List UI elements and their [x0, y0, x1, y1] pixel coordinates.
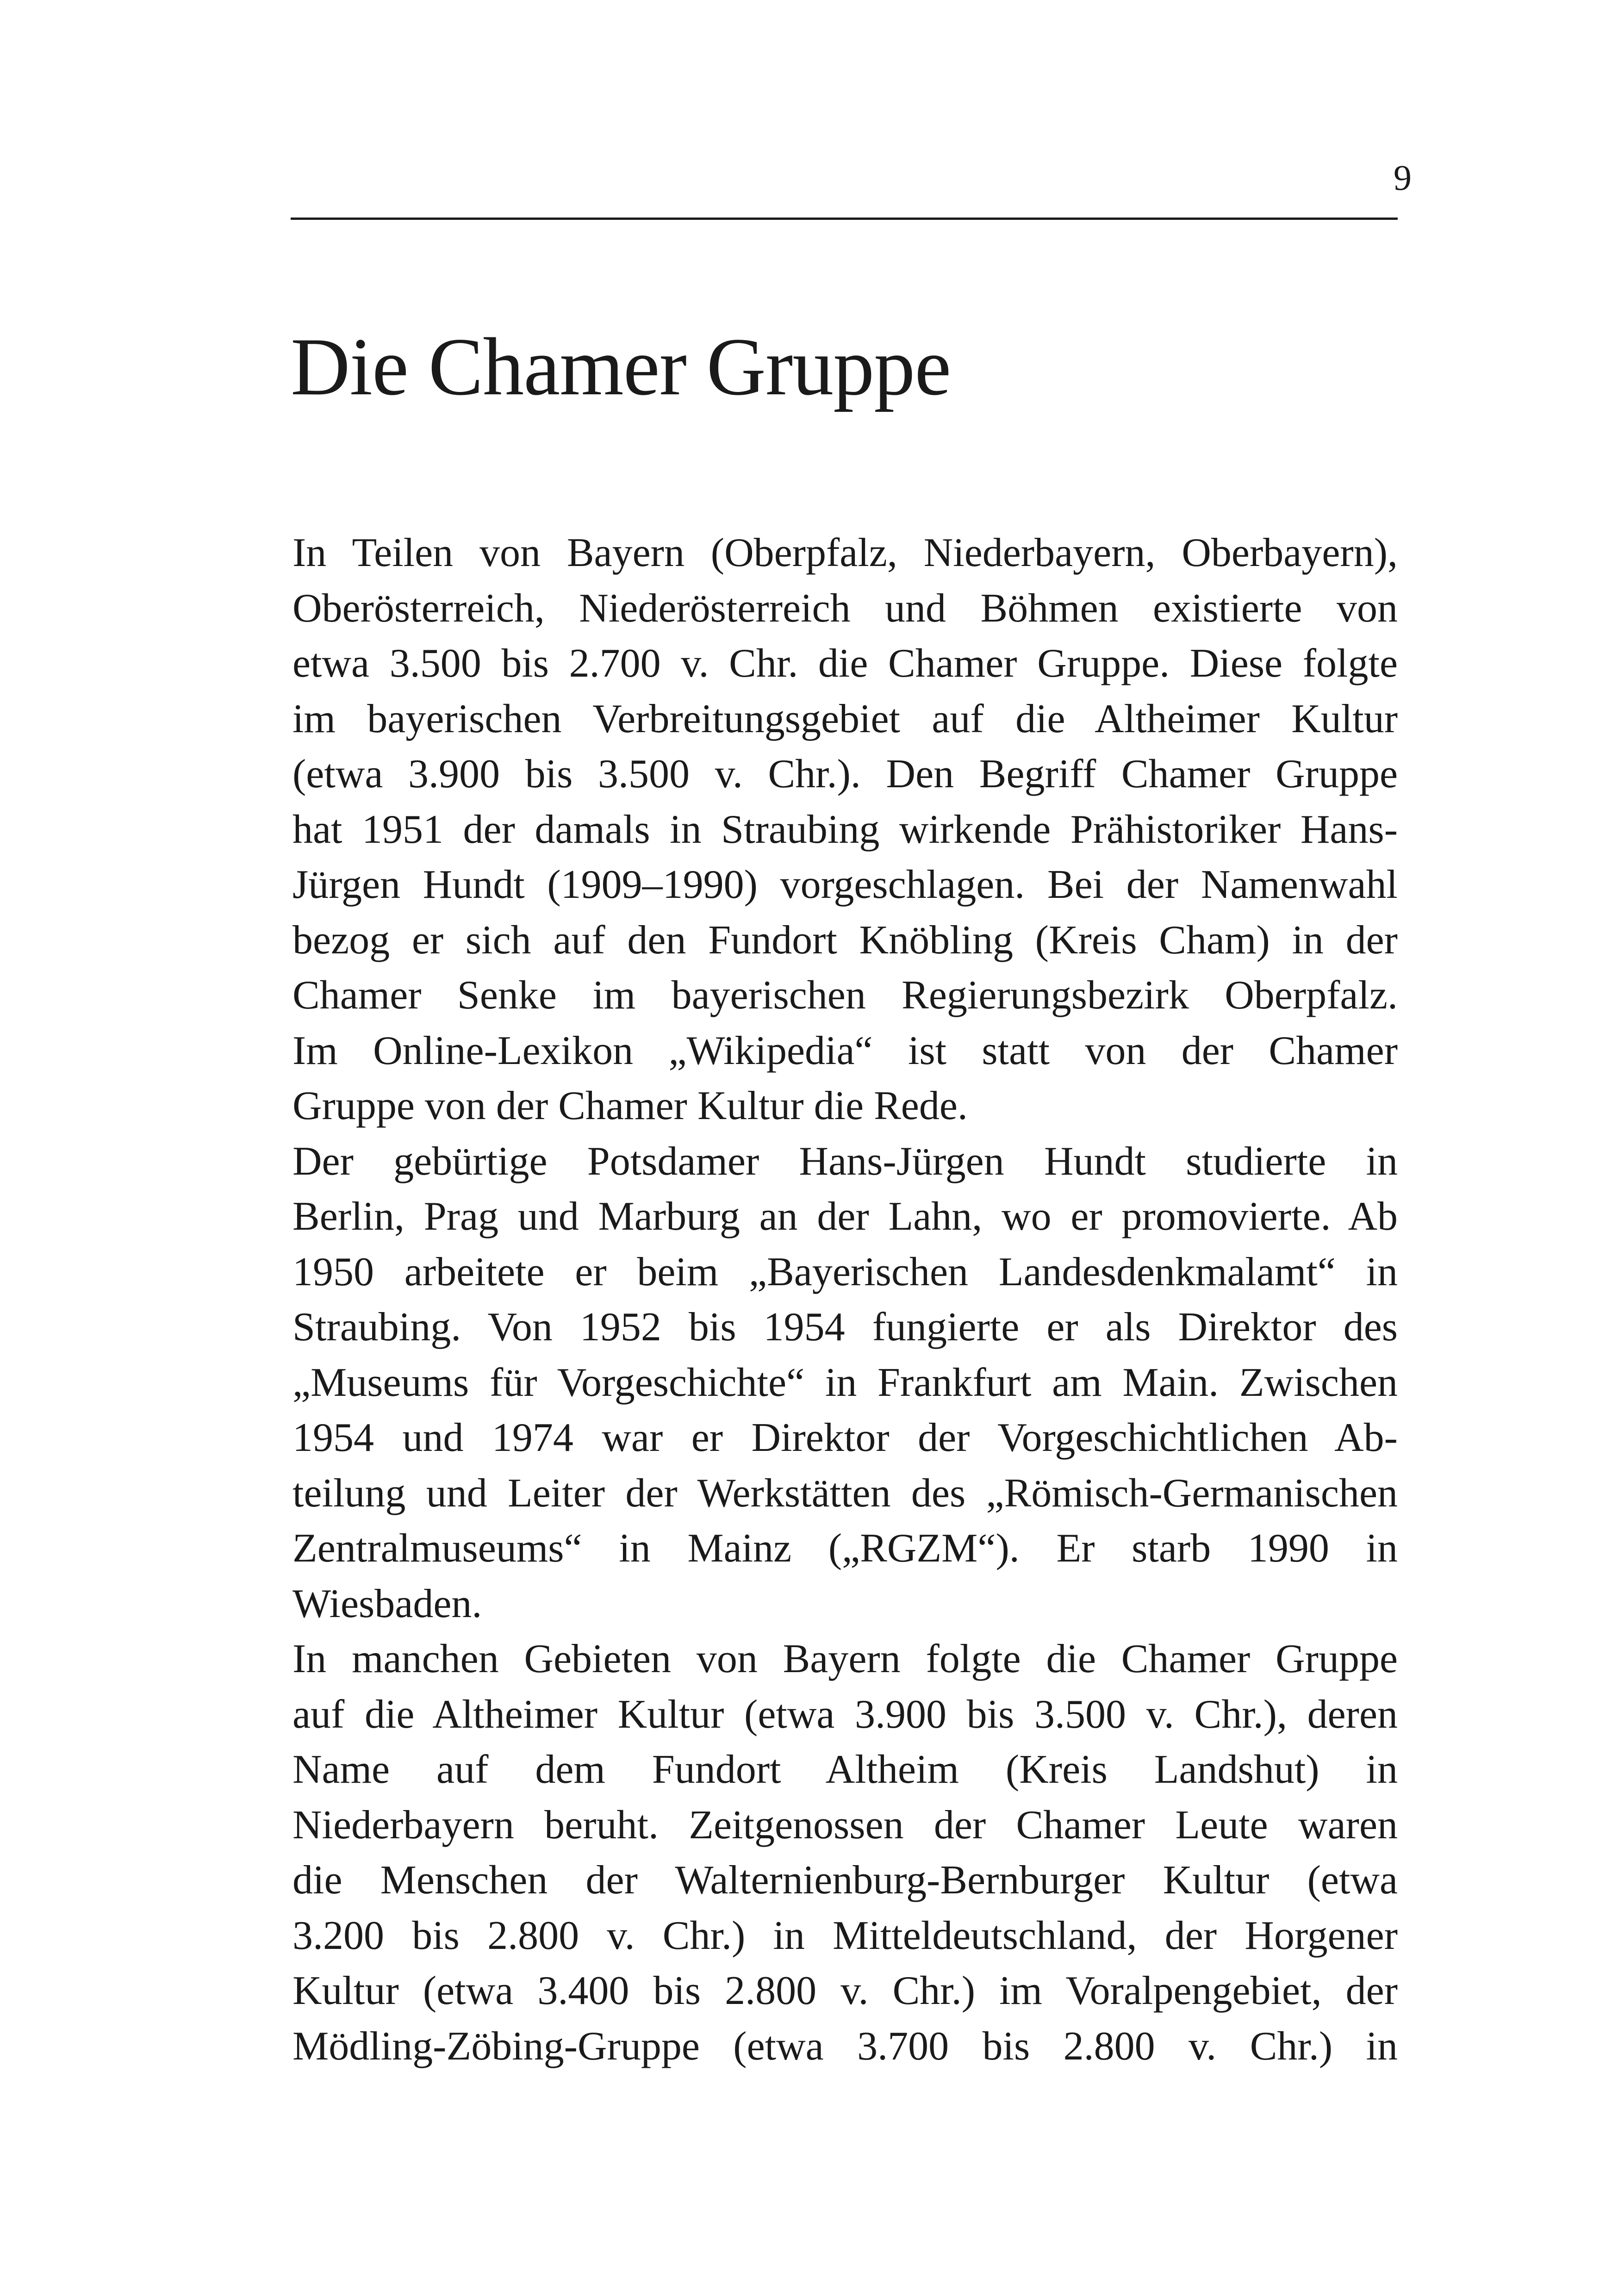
text-line: Niederbayern beruht. Zeitgenossen der Chamer Leute waren — [292, 1802, 1398, 1848]
text-line: In manchen Gebieten von Bayern folgte die Chamer Gruppe — [292, 1636, 1398, 1681]
text-line: Oberösterreich, Niederösterreich und Böhmen existierte von — [292, 585, 1398, 631]
text-line: Zentralmuseums“ in Mainz („RGZM“). Er starb 1990 in — [292, 1526, 1398, 1571]
text-line: bezog er sich auf den Fundort Knöbling (Kreis Cham) in der — [292, 917, 1398, 963]
text-line: Jürgen Hundt (1909–1990) vorgeschlagen. Bei der Namenwahl — [292, 862, 1398, 907]
body-text — [292, 525, 1398, 2074]
text-line: Kultur (etwa 3.400 bis 2.800 v. Chr.) im Voralpengebiet, der — [292, 1968, 1398, 2013]
text-line: Gruppe von der Chamer Kultur die Rede. — [292, 1083, 968, 1128]
text-line: die Menschen der Walternienburg-Bernburger Kultur (etwa — [292, 1858, 1398, 1903]
text-line: 1954 und 1974 war er Direktor der Vorgeschichtlichen Ab- — [292, 1415, 1398, 1460]
header-rule — [291, 218, 1398, 220]
text-line: Wiesbaden. — [292, 1581, 482, 1626]
text-line: Im Online-Lexikon „Wikipedia“ ist statt von der Chamer — [292, 1028, 1398, 1073]
paragraph — [292, 1631, 1398, 2074]
text-line: Mödling-Zöbing-Gruppe (etwa 3.700 bis 2.800 v. Chr.) in — [292, 2023, 1398, 2069]
page-number: 9 — [1394, 157, 1412, 198]
text-line: Der gebürtige Potsdamer Hans-Jürgen Hundt studierte in — [292, 1139, 1398, 1184]
text-line: hat 1951 der damals in Straubing wirkende Prähistoriker Hans- — [292, 807, 1398, 852]
text-line: „Museums für Vorgeschichte“ in Frankfurt am Main. Zwischen — [292, 1360, 1398, 1405]
text-line: Chamer Senke im bayerischen Regierungsbezirk Oberpfalz. — [292, 973, 1398, 1018]
text-line: Berlin, Prag und Marburg an der Lahn, wo er promovierte. Ab — [292, 1194, 1398, 1239]
text-line: 1950 arbeitete er beim „Bayerischen Landesdenkmalamt“ in — [292, 1249, 1398, 1294]
chapter-title: Die Chamer Gruppe — [291, 321, 951, 412]
text-line: Straubing. Von 1952 bis 1954 fungierte er als Direktor des — [292, 1305, 1398, 1350]
text-line: etwa 3.500 bis 2.700 v. Chr. die Chamer Gruppe. Diese folgte — [292, 641, 1398, 686]
text-line: Name auf dem Fundort Altheim (Kreis Landshut) in — [292, 1747, 1398, 1792]
text-line: im bayerischen Verbreitungsgebiet auf die Altheimer Kultur — [292, 696, 1398, 741]
text-line: In Teilen von Bayern (Oberpfalz, Niederbayern, Oberbayern), — [292, 530, 1398, 575]
paragraph — [292, 525, 1398, 1134]
text-line: teilung und Leiter der Werkstätten des „Römisch-Germanischen — [292, 1470, 1398, 1516]
text-line: 3.200 bis 2.800 v. Chr.) in Mitteldeutschland, der Horgener — [292, 1913, 1398, 1958]
text-line: auf die Altheimer Kultur (etwa 3.900 bis 3.500 v. Chr.), deren — [292, 1692, 1398, 1737]
text-line: (etwa 3.900 bis 3.500 v. Chr.). Den Begriff Chamer Gruppe — [292, 752, 1398, 796]
paragraph — [292, 1134, 1398, 1632]
